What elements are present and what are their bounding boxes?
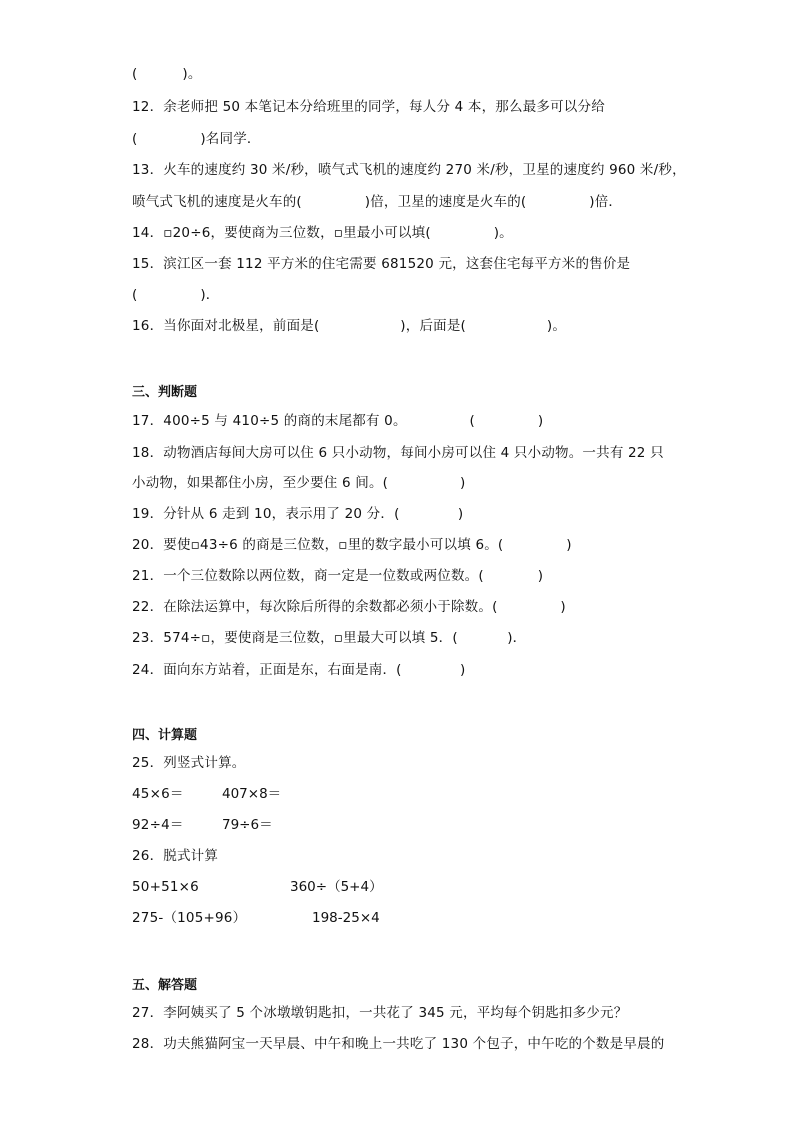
section-3-title: 三、判断题 (132, 385, 198, 400)
question-24: 24．面向东方站着，正面是东，右面是南．( ) (132, 662, 466, 678)
calc-92div4: 92÷4＝ (132, 817, 184, 833)
question-12-line-2: ( )名同学． (132, 131, 261, 147)
question-27: 27．李阿姨买了 5 个冰墩墩钥匙扣，一共花了 345 元，平均每个钥匙扣多少元？ (132, 1005, 628, 1021)
section-5-title: 五、解答题 (132, 978, 198, 993)
question-13-line-2: 喷气式飞机的速度是火车的( )倍，卫星的速度是火车的( )倍． (132, 194, 623, 210)
question-18-line-1: 18．动物酒店每间大房可以住 6 只小动物，每间小房可以住 4 只小动物。一共有 22 只 (132, 445, 664, 461)
question-23: 23．574÷▫，要使商是三位数，▫里最大可以填 5．( )． (132, 630, 527, 646)
question-11-blank: ( )。 (132, 66, 202, 82)
question-12-line-1: 12．余老师把 50 本笔记本分给班里的同学，每人分 4 本，那么最多可以分给 (132, 99, 605, 115)
expr-275-minus: 275-（105+96） (132, 910, 247, 926)
question-16: 16．当你面对北极星，前面是( )，后面是( )。 (132, 318, 567, 334)
calc-407x8: 407×8＝ (222, 786, 282, 802)
question-20: 20．要使▫43÷6 的商是三位数，▫里的数字最小可以填 6。( ) (132, 537, 572, 553)
question-18-line-2: 小动物，如果都住小房，至少要住 6 间。( ) (132, 475, 466, 491)
section-4-title: 四、计算题 (132, 728, 198, 743)
calc-45x6: 45×6＝ (132, 786, 184, 802)
question-15-line-2: ( )． (132, 287, 220, 303)
calc-79div6: 79÷6＝ (222, 817, 273, 833)
question-17: 17．400÷5 与 410÷5 的商的末尾都有 0。 ( ) (132, 413, 544, 429)
question-21: 21．一个三位数除以两位数，商一定是一位数或两位数。( ) (132, 568, 544, 584)
question-26: 26．脱式计算 (132, 848, 219, 864)
question-15-line-1: 15．滨江区一套 112 平方米的住宅需要 681520 元，这套住宅每平方米的售价是 (132, 256, 631, 272)
expr-360-div-5-plus-4: 360÷（5+4） (290, 879, 383, 895)
expr-198-minus-25x4: 198-25×4 (312, 910, 380, 926)
expr-50-plus-51x6: 50+51×6 (132, 879, 199, 895)
question-14: 14．▫20÷6，要使商为三位数，▫里最小可以填( )。 (132, 225, 513, 241)
question-28: 28．功夫熊猫阿宝一天早晨、中午和晚上一共吃了 130 个包子，中午吃的个数是早晨的 (132, 1036, 665, 1052)
question-19: 19．分针从 6 走到 10，表示用了 20 分．( ) (132, 506, 464, 522)
question-13-line-1: 13．火车的速度约 30 米/秒，喷气式飞机的速度约 270 米/秒，卫星的速度约 960 米/秒， (132, 162, 686, 178)
question-22: 22．在除法运算中，每次除后所得的余数都必须小于除数。( ) (132, 599, 566, 615)
question-25: 25．列竖式计算。 (132, 755, 246, 771)
